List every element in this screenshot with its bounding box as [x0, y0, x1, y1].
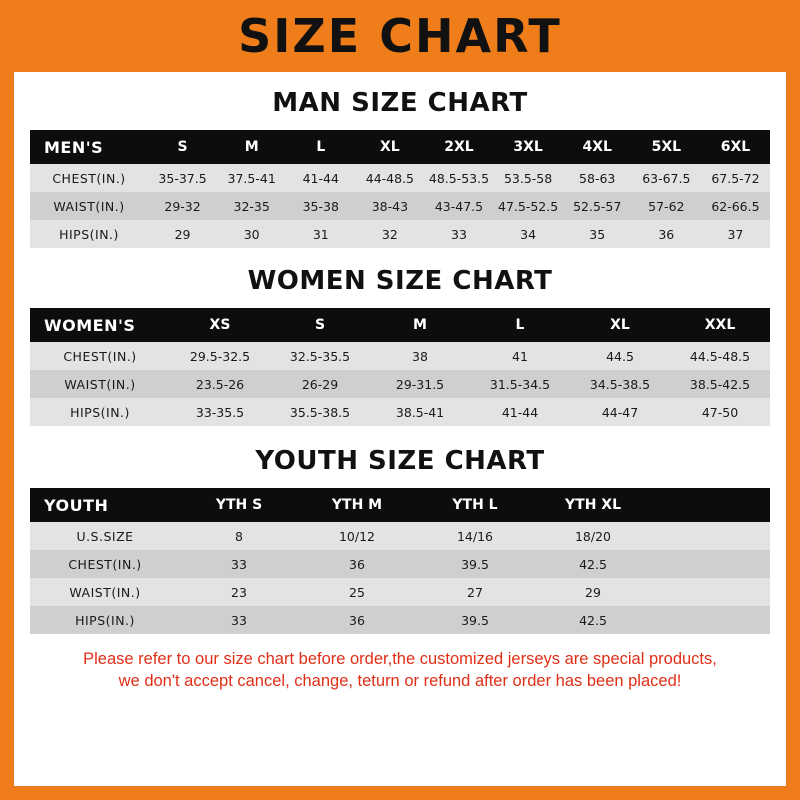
- youth-cell-2-1: 25: [298, 578, 416, 606]
- man-cell-1-4: 43-47.5: [424, 192, 493, 220]
- youth-cell-3-0: 33: [180, 606, 298, 634]
- youth-row-label-0: U.S.SIZE: [30, 522, 180, 550]
- women-cell-2-0: 33-35.5: [170, 398, 270, 426]
- women-cell-0-2: 38: [370, 342, 470, 370]
- youth-size-table: [30, 488, 770, 634]
- man-col-header-4: XL: [355, 130, 424, 164]
- table-row: [30, 398, 770, 426]
- women-col-header-0: WOMEN'S: [30, 308, 170, 342]
- table-header-row: [30, 308, 770, 342]
- women-cell-2-1: 35.5-38.5: [270, 398, 370, 426]
- women-size-table: [30, 308, 770, 426]
- youth-cell-1-3: 42.5: [534, 550, 652, 578]
- youth-cell-1-2: 39.5: [416, 550, 534, 578]
- man-cell-0-4: 48.5-53.5: [424, 164, 493, 192]
- footer-note-line-1: Please refer to our size chart before order,the customized jerseys are special products,: [83, 650, 717, 668]
- table-row: [30, 522, 770, 550]
- man-col-header-1: S: [148, 130, 217, 164]
- man-cell-0-0: 35-37.5: [148, 164, 217, 192]
- youth-cell-0-4: [652, 522, 770, 550]
- table-header-row: [30, 130, 770, 164]
- women-col-header-1: XS: [170, 308, 270, 342]
- man-cell-0-7: 63-67.5: [632, 164, 701, 192]
- table-row: [30, 578, 770, 606]
- youth-cell-3-1: 36: [298, 606, 416, 634]
- man-cell-0-2: 41-44: [286, 164, 355, 192]
- man-cell-2-7: 36: [632, 220, 701, 248]
- table-row: [30, 192, 770, 220]
- women-cell-0-5: 44.5-48.5: [670, 342, 770, 370]
- women-cell-1-1: 26-29: [270, 370, 370, 398]
- youth-cell-1-4: [652, 550, 770, 578]
- table-row: [30, 164, 770, 192]
- man-cell-2-6: 35: [563, 220, 632, 248]
- man-cell-0-6: 58-63: [563, 164, 632, 192]
- women-cell-2-2: 38.5-41: [370, 398, 470, 426]
- youth-cell-1-1: 36: [298, 550, 416, 578]
- women-row-label-2: HIPS(IN.): [30, 398, 170, 426]
- man-cell-2-2: 31: [286, 220, 355, 248]
- footer-note: [28, 648, 772, 693]
- youth-row-label-1: CHEST(IN.): [30, 550, 180, 578]
- man-cell-2-1: 30: [217, 220, 286, 248]
- table-header-row: [30, 488, 770, 522]
- youth-cell-0-3: 18/20: [534, 522, 652, 550]
- man-cell-2-3: 32: [355, 220, 424, 248]
- man-col-header-3: L: [286, 130, 355, 164]
- man-cell-0-1: 37.5-41: [217, 164, 286, 192]
- man-cell-1-5: 47.5-52.5: [494, 192, 563, 220]
- youth-col-header-4: YTH XL: [534, 488, 652, 522]
- youth-col-header-3: YTH L: [416, 488, 534, 522]
- man-cell-1-2: 35-38: [286, 192, 355, 220]
- women-cell-2-5: 47-50: [670, 398, 770, 426]
- women-cell-0-1: 32.5-35.5: [270, 342, 370, 370]
- women-col-header-4: L: [470, 308, 570, 342]
- man-cell-0-8: 67.5-72: [701, 164, 770, 192]
- man-cell-1-6: 52.5-57: [563, 192, 632, 220]
- youth-col-header-2: YTH M: [298, 488, 416, 522]
- youth-section-title: YOUTH SIZE CHART: [255, 446, 545, 476]
- women-cell-1-2: 29-31.5: [370, 370, 470, 398]
- bottom-orange-bar: [14, 786, 786, 800]
- man-row-label-0: CHEST(IN.): [30, 164, 148, 192]
- women-cell-0-4: 44.5: [570, 342, 670, 370]
- youth-cell-0-1: 10/12: [298, 522, 416, 550]
- chart-content: [14, 88, 786, 693]
- women-cell-1-0: 23.5-26: [170, 370, 270, 398]
- man-cell-2-4: 33: [424, 220, 493, 248]
- women-cell-1-4: 34.5-38.5: [570, 370, 670, 398]
- youth-row-label-2: WAIST(IN.): [30, 578, 180, 606]
- table-row: [30, 342, 770, 370]
- table-row: [30, 606, 770, 634]
- women-cell-0-0: 29.5-32.5: [170, 342, 270, 370]
- youth-col-header-5: [652, 488, 770, 522]
- table-row: [30, 220, 770, 248]
- youth-cell-2-3: 29: [534, 578, 652, 606]
- man-row-label-2: HIPS(IN.): [30, 220, 148, 248]
- page-banner: [14, 0, 786, 72]
- man-cell-2-0: 29: [148, 220, 217, 248]
- women-cell-1-5: 38.5-42.5: [670, 370, 770, 398]
- women-row-label-1: WAIST(IN.): [30, 370, 170, 398]
- women-col-header-3: M: [370, 308, 470, 342]
- youth-cell-2-0: 23: [180, 578, 298, 606]
- table-row: [30, 550, 770, 578]
- women-cell-1-3: 31.5-34.5: [470, 370, 570, 398]
- man-col-header-7: 4XL: [563, 130, 632, 164]
- women-cell-0-3: 41: [470, 342, 570, 370]
- youth-col-header-1: YTH S: [180, 488, 298, 522]
- women-col-header-6: XXL: [670, 308, 770, 342]
- man-cell-2-8: 37: [701, 220, 770, 248]
- man-size-table: [30, 130, 770, 248]
- man-col-header-9: 6XL: [701, 130, 770, 164]
- man-col-header-2: M: [217, 130, 286, 164]
- table-row: [30, 370, 770, 398]
- women-cell-2-4: 44-47: [570, 398, 670, 426]
- youth-cell-3-4: [652, 606, 770, 634]
- women-row-label-0: CHEST(IN.): [30, 342, 170, 370]
- women-section-title: WOMEN SIZE CHART: [247, 266, 553, 296]
- youth-cell-3-3: 42.5: [534, 606, 652, 634]
- man-cell-1-7: 57-62: [632, 192, 701, 220]
- youth-col-header-0: YOUTH: [30, 488, 180, 522]
- footer-note-line-2: we don't accept cancel, change, teturn or refund after order has been placed!: [118, 672, 682, 691]
- man-col-header-8: 5XL: [632, 130, 701, 164]
- youth-cell-0-2: 14/16: [416, 522, 534, 550]
- youth-cell-2-4: [652, 578, 770, 606]
- man-row-label-1: WAIST(IN.): [30, 192, 148, 220]
- man-cell-2-5: 34: [494, 220, 563, 248]
- man-cell-1-0: 29-32: [148, 192, 217, 220]
- page-title: SIZE CHART: [238, 9, 562, 63]
- man-cell-0-5: 53.5-58: [494, 164, 563, 192]
- man-section-title: MAN SIZE CHART: [272, 88, 528, 118]
- women-col-header-5: XL: [570, 308, 670, 342]
- youth-cell-3-2: 39.5: [416, 606, 534, 634]
- man-cell-1-8: 62-66.5: [701, 192, 770, 220]
- man-col-header-6: 3XL: [494, 130, 563, 164]
- women-col-header-2: S: [270, 308, 370, 342]
- youth-cell-0-0: 8: [180, 522, 298, 550]
- man-col-header-0: MEN'S: [30, 130, 148, 164]
- man-cell-1-1: 32-35: [217, 192, 286, 220]
- man-cell-1-3: 38-43: [355, 192, 424, 220]
- man-col-header-5: 2XL: [424, 130, 493, 164]
- man-cell-0-3: 44-48.5: [355, 164, 424, 192]
- youth-row-label-3: HIPS(IN.): [30, 606, 180, 634]
- youth-cell-2-2: 27: [416, 578, 534, 606]
- women-cell-2-3: 41-44: [470, 398, 570, 426]
- youth-cell-1-0: 33: [180, 550, 298, 578]
